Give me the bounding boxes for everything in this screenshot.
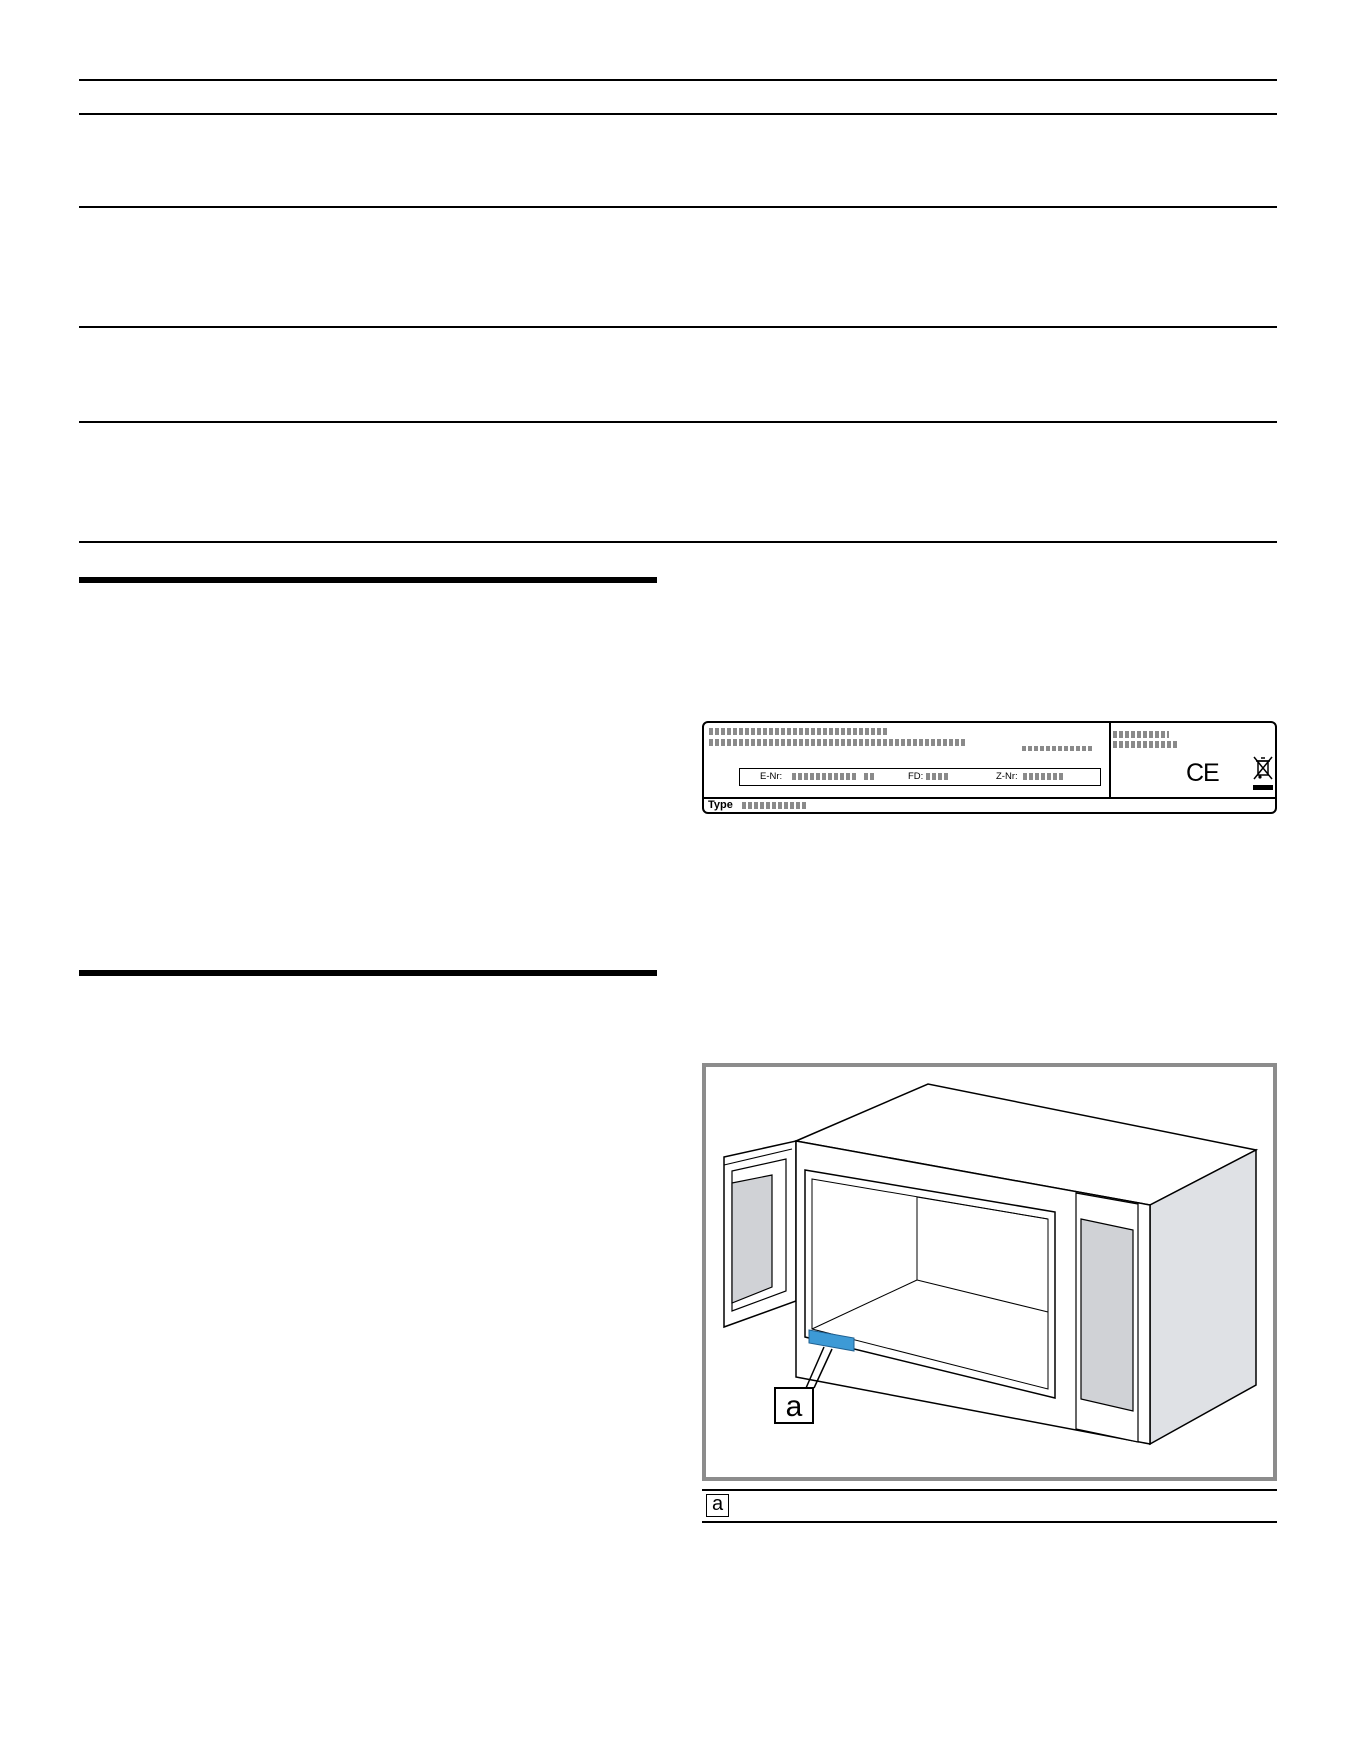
legend-top-rule xyxy=(702,1489,1277,1491)
table-row-rule-3 xyxy=(79,421,1277,423)
enr-suffix xyxy=(864,773,876,780)
znr-value xyxy=(1023,773,1065,780)
legend-bottom-rule xyxy=(702,1521,1277,1523)
rating-plate-text-line xyxy=(709,739,967,746)
rating-plate-text-line xyxy=(1022,746,1094,751)
section-heading-rule-2 xyxy=(79,970,657,976)
rating-plate-number-box xyxy=(739,768,1101,786)
enr-value xyxy=(792,773,858,780)
rating-plate-text-line xyxy=(1113,741,1179,748)
type-label: Type xyxy=(708,799,733,811)
rating-plate-bottom-line xyxy=(704,797,1275,799)
microwave-illustration xyxy=(706,1067,1273,1477)
enr-label: E-Nr: xyxy=(760,771,783,782)
rating-plate-divider xyxy=(1109,723,1111,797)
callout-a-label: a xyxy=(785,1390,803,1423)
table-row-rule-1 xyxy=(79,206,1277,208)
fd-label: FD: xyxy=(908,771,924,782)
table-top-rule xyxy=(79,79,1277,81)
znr-label: Z-Nr: xyxy=(996,771,1018,782)
legend-item-a-marker: a xyxy=(706,1494,729,1517)
type-value xyxy=(742,802,808,809)
table-bottom-rule xyxy=(79,541,1277,543)
rating-plate-text-line xyxy=(709,728,889,735)
rating-plate-illustration xyxy=(702,721,1277,814)
table-header-rule xyxy=(79,113,1277,115)
appliance-figure xyxy=(702,1063,1277,1481)
crossed-out-wheelie-bin-icon xyxy=(1251,755,1275,791)
ce-mark: CE xyxy=(1186,759,1219,787)
rating-plate-text-line xyxy=(1113,731,1169,738)
table-row-rule-2 xyxy=(79,326,1277,328)
section-heading-rule-1 xyxy=(79,577,657,583)
fd-value xyxy=(926,773,950,780)
